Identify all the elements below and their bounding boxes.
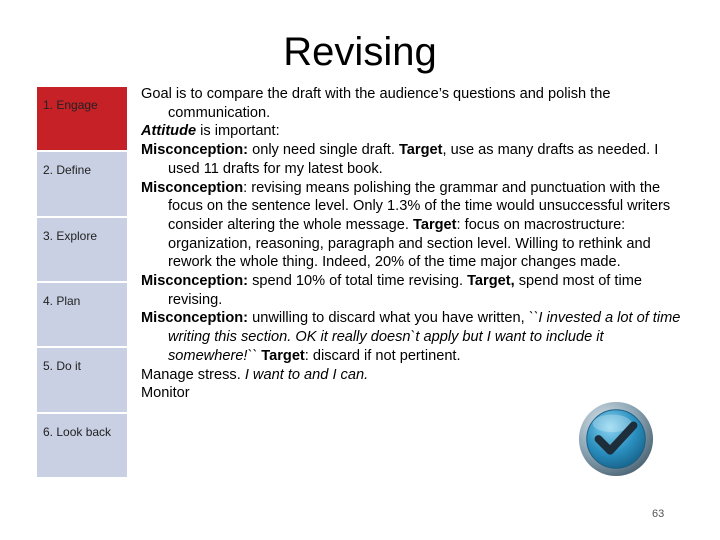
step-explore	[37, 218, 127, 283]
step-label: 2. Define	[43, 163, 92, 178]
attitude-paragraph: Attitude is important:	[141, 123, 280, 140]
step-label: 5. Do it	[43, 359, 82, 374]
misconception-time: Misconception: spend 10% of total time revising. Target, spend most of time revising.	[141, 273, 642, 308]
misconception-discard: Misconception: unwilling to discard what you have written, ``I invested a lot of time writing this section. OK it really doesn`t apply but I want to include it somewhere!`` Target: discard if not pertinent.	[141, 310, 681, 364]
misconception-polishing: Misconception: revising means polishing the grammar and punctuation with the focus on the sentence level. Only 1.3% of the time would unsuccessful writers consider altering the whole message. Target: focus on macrostructure: organization, reasoning, paragraph and section level. Willing to rethink and rework the whole thing. Indeed, 20% of the time major changes made.	[141, 179, 671, 271]
misconception-drafts: Misconception: only need single draft. Target, use as many drafts as needed. I used 11 drafts for my latest book.	[141, 142, 659, 177]
step-plan	[37, 283, 127, 348]
slide-body	[141, 85, 686, 403]
checkmark-badge-icon	[577, 400, 655, 478]
manage-stress: Manage stress. I want to and I can.	[141, 366, 369, 383]
step-label: 3. Explore	[43, 228, 98, 243]
step-look-back	[37, 414, 127, 477]
step-label: 4. Plan	[43, 293, 81, 308]
step-sidebar	[37, 87, 127, 477]
slide-title: Revising	[283, 30, 437, 74]
attitude-label: Attitude	[141, 123, 197, 140]
page-number: 63	[652, 508, 665, 520]
monitor: Monitor	[141, 385, 190, 402]
step-label: 6. Look back	[43, 424, 112, 439]
step-engage	[37, 87, 127, 152]
step-label: 1. Engage	[43, 98, 98, 112]
step-define	[37, 152, 127, 217]
goal-paragraph: Goal is to compare the draft with the audience’s questions and polish the communication.	[141, 86, 611, 121]
step-do-it	[37, 348, 127, 413]
